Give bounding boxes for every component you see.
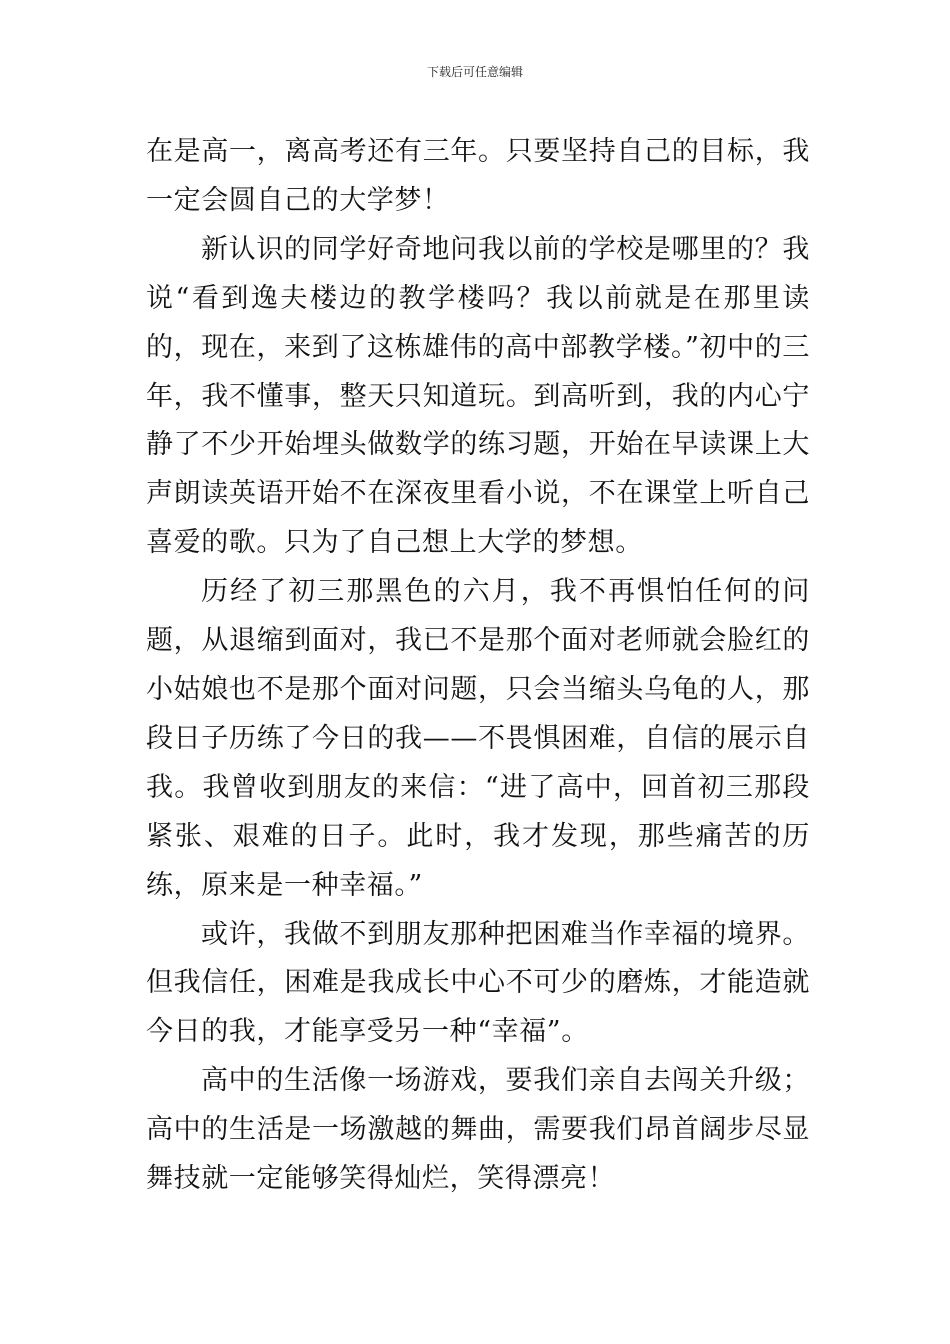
page-header: 下载后可任意编辑	[426, 65, 523, 79]
paragraph: 或许，我做不到朋友那种把困难当作幸福的境界。但我信任，困难是我成长中心不可少的磨炼，才能造就今日的我，才能享受另一种“幸福”。	[146, 918, 810, 1048]
paragraph: 历经了初三那黑色的六月，我不再惧怕任何的问题，从退缩到面对，我已不是那个面对老师就会脸红的小姑娘也不是那个面对问题，只会当缩头乌龟的人，那段日子历练了今日的我——不畏惧困难，自信的展示自我。我曾收到朋友的来信：“进了高中，回首初三那段紧张、艰难的日子。此时，我才发现，那些痛苦的历练，原来是一种幸福。”	[146, 576, 810, 901]
paragraph: 新认识的同学好奇地问我以前的学校是哪里的？我说“看到逸夫楼边的教学楼吗？我以前就是在那里读的，现在，来到了这栋雄伟的高中部教学楼。”初中的三年，我不懂事，整天只知道玩。到高听到，我的内心宁静了不少开始埋头做数学的练习题，开始在早读课上大声朗读英语开始不在深夜里看小说，不在课堂上听自己喜爱的歌。只为了自己想上大学的梦想。	[146, 233, 810, 559]
paragraph: 高中的生活像一场游戏，要我们亲自去闯关升级；高中的生活是一场激越的舞曲，需要我们昂首阔步尽显舞技就一定能够笑得灿烂，笑得漂亮！	[146, 1065, 810, 1195]
document-body	[146, 128, 810, 1204]
paragraph: 在是高一，离高考还有三年。只要坚持自己的目标，我一定会圆自己的大学梦！	[146, 136, 810, 216]
